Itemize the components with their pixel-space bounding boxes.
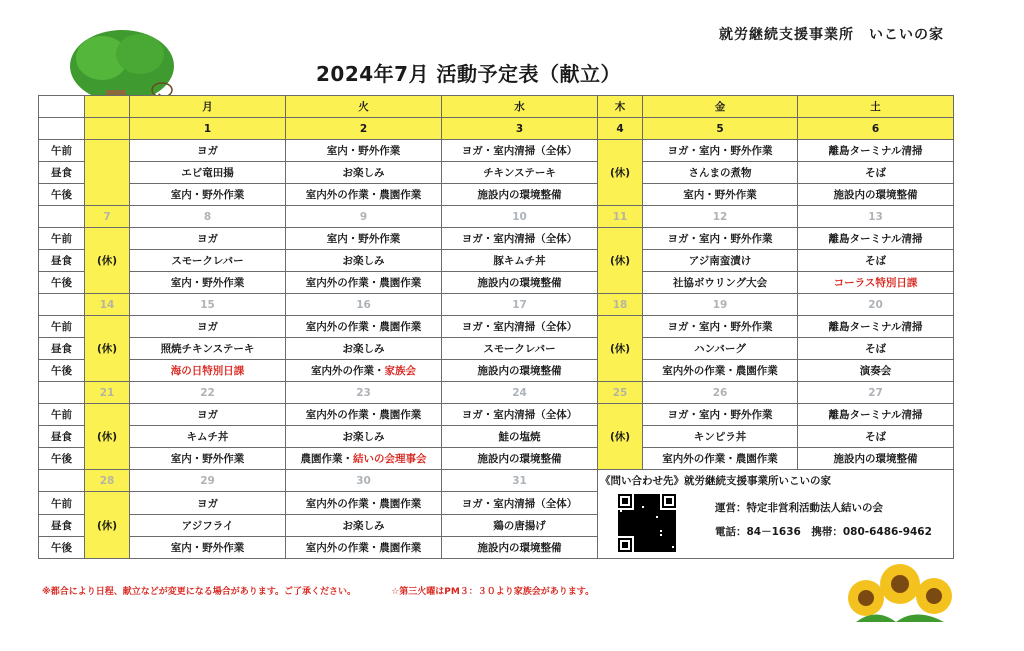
sunflower-illustration <box>846 552 954 624</box>
activity-cell: 室内外の作業・農園作業 <box>286 404 442 426</box>
date-cell: 19 <box>643 294 798 316</box>
date-cell: 18 <box>598 294 643 316</box>
activity-cell: お楽しみ <box>286 162 442 184</box>
time-slot-label: 午前 <box>39 316 85 338</box>
sunday-date: 14 <box>85 294 130 316</box>
activity-cell: お楽しみ <box>286 250 442 272</box>
activity-cell: 鶏の唐揚げ <box>442 515 598 537</box>
activity-cell: さんまの煮物 <box>643 162 798 184</box>
time-slot-label: 午後 <box>39 272 85 294</box>
date-cell: 12 <box>643 206 798 228</box>
activity-cell: 離島ターミナル清掃 <box>798 228 954 250</box>
day-header-wed: 水 <box>442 96 598 118</box>
sunday-closed: (休) <box>85 316 130 382</box>
activity-cell: そば <box>798 250 954 272</box>
activity-cell: 室内外の作業・農園作業 <box>286 272 442 294</box>
corner-cell <box>39 96 85 118</box>
date-cell: 27 <box>798 382 954 404</box>
header-sun-col <box>85 96 130 118</box>
activity-cell: 室内外の作業・農園作業 <box>286 184 442 206</box>
date-cell: 13 <box>798 206 954 228</box>
thursday-closed: (休) <box>598 404 643 470</box>
activity-cell: 室内・野外作業 <box>130 184 286 206</box>
contact-info <box>600 470 951 558</box>
activity-cell: ヨガ <box>130 316 286 338</box>
date-row-label <box>39 206 85 228</box>
activity-cell: ヨガ・室内清掃（全体） <box>442 316 598 338</box>
date-row-label <box>39 470 85 492</box>
activity-cell: 室内・野外作業 <box>130 448 286 470</box>
sunday-date <box>85 118 130 140</box>
activity-cell: ヨガ <box>130 228 286 250</box>
activity-text: 農園作業・ <box>300 453 353 465</box>
date-cell: 30 <box>286 470 442 492</box>
date-cell: 2 <box>286 118 442 140</box>
date-cell: 11 <box>598 206 643 228</box>
family-meeting-note: ☆第三火曜はPM３：３０より家族会があります。 <box>391 587 595 597</box>
activity-cell: お楽しみ <box>286 426 442 448</box>
activity-cell: ヨガ・室内・野外作業 <box>643 140 798 162</box>
time-slot-label: 午後 <box>39 537 85 559</box>
activity-cell: アジ南蛮漬け <box>643 250 798 272</box>
date-cell: 22 <box>130 382 286 404</box>
date-cell: 5 <box>643 118 798 140</box>
activity-cell: 離島ターミナル清掃 <box>798 140 954 162</box>
date-row-label <box>39 118 85 140</box>
contact-operator: 運営：特定非営利活動法人結いの会 <box>715 502 883 514</box>
time-slot-label: 午前 <box>39 228 85 250</box>
activity-cell: 演奏会 <box>798 360 954 382</box>
time-slot-label: 午前 <box>39 404 85 426</box>
activity-cell: ヨガ・室内清掃（全体） <box>442 140 598 162</box>
activity-cell: 施設内の環境整備 <box>798 448 954 470</box>
thursday-closed: (休) <box>598 140 643 206</box>
time-slot-label: 昼食 <box>39 250 85 272</box>
activity-cell: ヨガ・室内清掃（全体） <box>442 404 598 426</box>
date-row-label <box>39 294 85 316</box>
time-slot-label: 昼食 <box>39 515 85 537</box>
activity-cell: ヨガ・室内清掃（全体） <box>442 492 598 515</box>
time-slot-label: 午前 <box>39 492 85 515</box>
activity-cell: ヨガ・室内清掃（全体） <box>442 228 598 250</box>
day-header-thu: 木 <box>598 96 643 118</box>
activity-cell: ヨガ <box>130 404 286 426</box>
activity-cell: 室内・野外作業 <box>286 228 442 250</box>
activity-cell: ヨガ <box>130 140 286 162</box>
activity-cell: 施設内の環境整備 <box>442 184 598 206</box>
activity-cell: チキンステーキ <box>442 162 598 184</box>
sunday-closed: (休) <box>85 492 130 559</box>
activity-cell: お楽しみ <box>286 338 442 360</box>
date-cell: 31 <box>442 470 598 492</box>
date-cell: 15 <box>130 294 286 316</box>
day-header-mon: 月 <box>130 96 286 118</box>
activity-cell: 室内・野外作業 <box>130 272 286 294</box>
date-cell: 24 <box>442 382 598 404</box>
activity-cell: 室内外の作業・農園作業 <box>286 316 442 338</box>
activity-cell: ヨガ・室内・野外作業 <box>643 228 798 250</box>
thursday-closed: (休) <box>598 316 643 382</box>
date-cell: 8 <box>130 206 286 228</box>
date-cell: 20 <box>798 294 954 316</box>
activity-cell: そば <box>798 338 954 360</box>
time-slot-label: 午後 <box>39 360 85 382</box>
date-cell: 6 <box>798 118 954 140</box>
activity-cell: そば <box>798 162 954 184</box>
thursday-closed: (休) <box>598 228 643 294</box>
contact-phone: 電話：84－1636 携帯：080-6486-9462 <box>715 526 932 538</box>
day-header-fri: 金 <box>643 96 798 118</box>
activity-cell: 室内外の作業・農園作業 <box>643 448 798 470</box>
date-row-label <box>39 382 85 404</box>
activity-cell: 室内・野外作業 <box>286 140 442 162</box>
date-cell: 3 <box>442 118 598 140</box>
contact-heading: 《問い合わせ先》就労継続支援事業所いこいの家 <box>600 475 831 487</box>
date-cell: 9 <box>286 206 442 228</box>
time-slot-label: 午前 <box>39 140 85 162</box>
activity-text: 室内外の作業・ <box>311 365 385 377</box>
time-slot-label: 昼食 <box>39 426 85 448</box>
date-cell: 4 <box>598 118 643 140</box>
date-cell: 26 <box>643 382 798 404</box>
time-slot-label: 昼食 <box>39 162 85 184</box>
date-cell: 25 <box>598 382 643 404</box>
activity-cell: キンピラ丼 <box>643 426 798 448</box>
activity-cell: 施設内の環境整備 <box>442 360 598 382</box>
date-cell: 17 <box>442 294 598 316</box>
activity-cell: 鮭の塩焼 <box>442 426 598 448</box>
activity-cell: スモークレバー <box>442 338 598 360</box>
organization-name: 就労継続支援事業所 いこいの家 <box>719 27 944 43</box>
activity-cell: 海の日特別日課 <box>130 360 286 382</box>
sunday-closed: (休) <box>85 404 130 470</box>
activity-cell: 離島ターミナル清掃 <box>798 404 954 426</box>
date-cell: 1 <box>130 118 286 140</box>
footer-notes <box>42 584 626 597</box>
day-header-tue: 火 <box>286 96 442 118</box>
activity-cell: エビ竜田揚 <box>130 162 286 184</box>
activity-cell: そば <box>798 426 954 448</box>
activity-cell: ヨガ・室内・野外作業 <box>643 316 798 338</box>
sunday-date: 21 <box>85 382 130 404</box>
activity-cell: ハンバーグ <box>643 338 798 360</box>
activity-cell <box>286 448 442 470</box>
schedule-change-note: ※都合により日程、献立などが変更になる場合があります。ご了承ください。 <box>42 587 357 597</box>
time-slot-label: 午後 <box>39 448 85 470</box>
activity-cell: 照焼チキンステーキ <box>130 338 286 360</box>
sunday-closed <box>85 140 130 206</box>
activity-cell: コーラス特別日課 <box>798 272 954 294</box>
activity-schedule-table <box>38 95 954 559</box>
activity-cell: 施設内の環境整備 <box>442 448 598 470</box>
sunday-closed: (休) <box>85 228 130 294</box>
activity-cell: キムチ丼 <box>130 426 286 448</box>
special-event-text: 家族会 <box>384 365 416 377</box>
page-title: 2024年7月 活動予定表（献立） <box>316 62 622 86</box>
day-header-sat: 土 <box>798 96 954 118</box>
activity-cell: ヨガ <box>130 492 286 515</box>
activity-cell: スモークレバー <box>130 250 286 272</box>
activity-cell: 施設内の環境整備 <box>442 272 598 294</box>
sunday-date: 7 <box>85 206 130 228</box>
time-slot-label: 昼食 <box>39 338 85 360</box>
date-cell: 10 <box>442 206 598 228</box>
time-slot-label: 午後 <box>39 184 85 206</box>
activity-cell: アジフライ <box>130 515 286 537</box>
sunday-date: 28 <box>85 470 130 492</box>
date-cell: 23 <box>286 382 442 404</box>
qr-code-icon[interactable] <box>618 494 676 552</box>
contact-block <box>598 470 954 559</box>
activity-cell: 施設内の環境整備 <box>798 184 954 206</box>
activity-cell <box>286 360 442 382</box>
activity-cell: 離島ターミナル清掃 <box>798 316 954 338</box>
date-cell: 29 <box>130 470 286 492</box>
activity-cell: 室内・野外作業 <box>643 184 798 206</box>
activity-cell: 社協ボウリング大会 <box>643 272 798 294</box>
activity-cell: 豚キムチ丼 <box>442 250 598 272</box>
special-event-text: 結いの会理事会 <box>353 453 427 465</box>
date-cell: 16 <box>286 294 442 316</box>
activity-cell: 室内外の作業・農園作業 <box>286 537 442 559</box>
activity-cell: 室内外の作業・農園作業 <box>286 492 442 515</box>
activity-cell: 室内・野外作業 <box>130 537 286 559</box>
activity-cell: お楽しみ <box>286 515 442 537</box>
activity-cell: 施設内の環境整備 <box>442 537 598 559</box>
activity-cell: 室内外の作業・農園作業 <box>643 360 798 382</box>
activity-cell: ヨガ・室内・野外作業 <box>643 404 798 426</box>
